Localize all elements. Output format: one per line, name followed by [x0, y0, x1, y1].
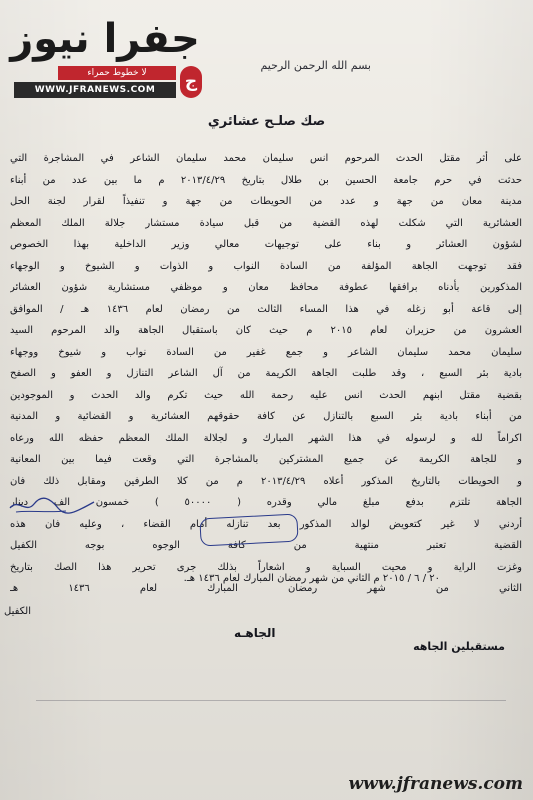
- brand-tagline: لا خطوط حمراء: [58, 66, 176, 80]
- body-line: على أثر مقتل الحدث المرحوم انس سليمان محمد سليمان الشاعر في المشاجرة التي: [10, 153, 522, 164]
- body-line: بقضية مقتل ابنهم الحدث انس عليه رحمة الله حيث تكرم والد الحدث و الموجودين: [10, 389, 522, 401]
- body-line: لشؤون العشائر و بناء على توجيهات معالي وزير الداخلية بهذا الخصوص: [10, 239, 522, 250]
- body-line: بادية بئر السبع ، وقد طلبت الجاهة الكريمة من آل الشاعر التنازل و العفو و الصفح: [10, 368, 522, 379]
- body-line: الجاهة تلتزم بدفع مبلغ مالي وقدره ( ٥٠٠٠٠ ) خمسون الف دينار: [10, 497, 522, 508]
- body-line: سليمان محمد سليمان الشاعر و جمع غفير من السادة نواب و شيوخ ووجهاء: [10, 346, 522, 358]
- body-line: العشرون من حزيران لعام ٢٠١٥ م حيث كان باستقبال الجاهة والد المرحوم السيد: [10, 325, 522, 336]
- brand-emblem-icon: ج: [180, 66, 202, 98]
- document-title: صك صلـح عشائري: [207, 114, 326, 129]
- blue-signature-stamp: [199, 513, 298, 546]
- receivers-label: مستقبلين الجاهه: [413, 640, 505, 653]
- body-line: اكراماً لله و لرسوله في هذا الشهر المبارك و لجلالة الملك المعظم حفظه الله ورعاه: [10, 432, 522, 444]
- body-line: من أبناء بادية بئر السبع بالتنازل عن كافة حقوقهم العشائرية و القضائية و المدنية: [10, 411, 522, 422]
- body-line: مدينة معان من جهة و عدد من الحويطات من جهة و تنفيذاً لقرار لجنة الحل: [10, 196, 522, 207]
- blue-signature-scribble: [6, 494, 98, 516]
- brand-url: WWW.JFRANEWS.COM: [14, 82, 176, 98]
- body-line: المذكورين بأدناه برافقها عطوفة محافظ معان و موظفي مستشارية شؤون العشائر: [10, 282, 522, 293]
- website-footer: www.jfranews.com: [348, 774, 523, 794]
- body-line: إلى قاعة أبو زغله في هذا المساء الثالث من رمضان لعام ١٤٣٦ هـ / الموافق: [10, 303, 522, 315]
- body-line: القضية تعتبر منتهية من كافة الوجوه بوجه الكفيل: [10, 540, 522, 551]
- brand-watermark: [6, 12, 204, 104]
- brand-logo: جفرا نيوز: [10, 16, 200, 62]
- body-line: أردني لا غير كتعويض لوالد المذكور بعد تنازله أمام القضاء ، وعليه فان هذه: [10, 518, 522, 530]
- body-line: الثاني من شهر رمضان المبارك لعام ١٤٣٦ هـ: [10, 583, 522, 594]
- body-line: فقد توجهت الجاهة المؤلفة من السادة النواب و الذوات و الشيوخ و الوجهاء: [10, 260, 522, 272]
- body-line: العشائرية التي شكلت لهذه القضية من قبل سيادة مستشار جلالة الملك المعظم: [10, 217, 522, 229]
- document-date: ٢٠ / ٦ / ٢٠١٥ م الثاني من شهر رمضان المبارك لعام ١٤٣٦ هـ.: [183, 573, 440, 584]
- guarantor-label: الكفيل: [4, 606, 31, 617]
- delegation-label: الجاهـه: [234, 626, 276, 640]
- body-line: و الحويطات بالتاريخ المذكور أعلاه ٢٠١٣/٤/٢٩ م من كلا الطرفين ومقابل ذلك فان: [10, 475, 522, 487]
- body-line: وغزت الراية و محيت السباية و اشعاراً بذلك جرى تحرير هذا الصك بتاريخ: [10, 561, 522, 573]
- body-line: حدثت في حرم جامعة الحسين بن طلال بتاريخ ٢٠١٣/٤/٢٩ م ما بين عدد من أبناء: [10, 174, 522, 186]
- basmala: بسم الله الرحمن الرحيم: [260, 59, 371, 72]
- body-line: و للجاهة الكريمة عن جميع المشتركين بالمشاجرة التي وقعت فيما بين المعانية: [10, 454, 522, 465]
- signature-line: [36, 700, 506, 701]
